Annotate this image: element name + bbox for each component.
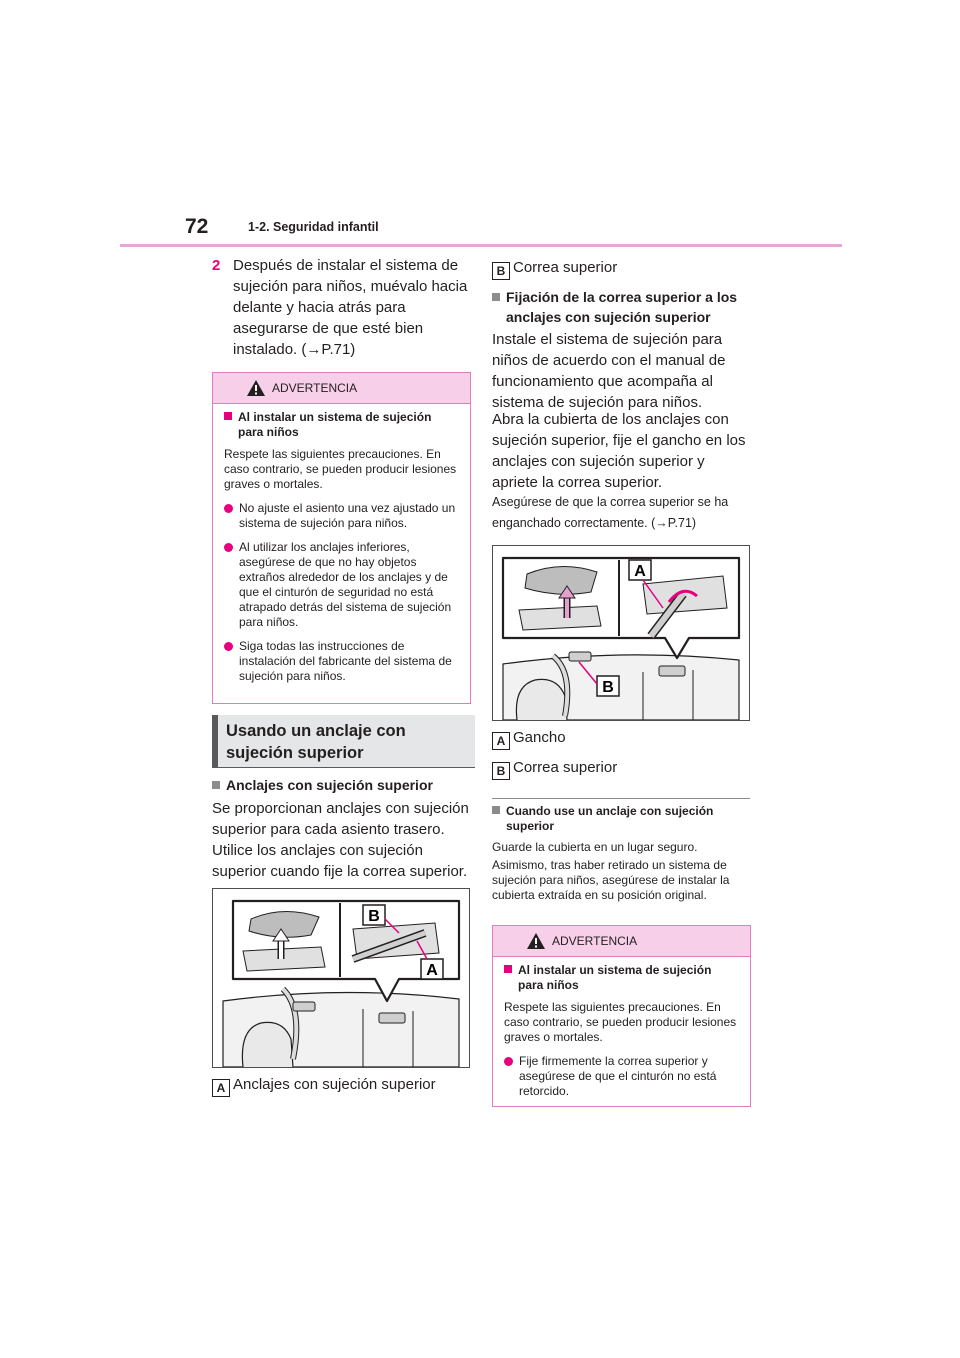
section-heading-band: [212, 715, 475, 768]
info-heading: Cuando use un anclaje con sujeción superior: [492, 804, 750, 834]
warning-title: ADVERTENCIA: [272, 381, 358, 395]
step-text: Después de instalar el sistema de sujeción para niños, muévalo hacia delante y hacia atrás para asegurarse de que esté bien instalado. (→P.71): [233, 257, 468, 358]
warning-bullet: Fije firmemente la correa superior y asegúrese de que el cinturón no está retorcido.: [504, 1054, 740, 1099]
subheading-anclajes: Anclajes con sujeción superior: [212, 777, 472, 793]
square-bullet-icon: [212, 781, 220, 789]
square-bullet-icon: [504, 965, 512, 973]
figure-label: A: [426, 962, 438, 979]
circle-bullet-icon: [504, 1057, 513, 1066]
circle-bullet-icon: [224, 504, 233, 513]
car-rear-seat-illustration: [213, 889, 469, 1067]
section-title: 1-2. Seguridad infantil: [248, 220, 379, 234]
figure-caption: A Anclajes con sujeción superior: [212, 1074, 472, 1097]
warning-box-1: [212, 372, 471, 704]
figure-caption: A Gancho: [492, 727, 752, 750]
warning-header: [213, 373, 470, 404]
figure-tether-attachment: [492, 545, 750, 721]
warning-box-2: [492, 925, 751, 1107]
warning-subheading: Al instalar un sistema de sujeción para niños: [504, 963, 740, 993]
info-rule: [492, 798, 750, 799]
paragraph: Instale el sistema de sujeción para niños de acuerdo con el manual de funcionamiento que acompaña al sistema de sujeción para niños.: [492, 331, 726, 411]
caption-tag: B: [492, 262, 510, 280]
figure-caption: B Correa superior: [492, 757, 752, 780]
paragraph: Abra la cubierta de los anclajes con sujeción superior, fije el gancho en los anclajes con sujeción superior y apriete la correa superior.: [492, 411, 746, 491]
square-bullet-icon: [224, 412, 232, 420]
warning-triangle-icon: [526, 932, 546, 950]
warning-bullet: No ajuste el asiento una vez ajustado un sistema de sujeción para niños.: [224, 501, 460, 531]
info-text: Guarde la cubierta en un lugar seguro.: [492, 840, 698, 854]
paragraph: Se proporcionan anclajes con sujeción superior para cada asiento trasero.: [212, 800, 469, 838]
warning-intro: Respete las siguientes precauciones. En caso contrario, se pueden producir lesiones graves o mortales.: [224, 447, 457, 491]
warning-intro: Respete las siguientes precauciones. En caso contrario, se pueden producir lesiones graves o mortales.: [504, 1000, 737, 1044]
info-text: Asimismo, tras haber retirado un sistema de sujeción para niños, asegúrese de instalar la cubierta extraída en su posición original.: [492, 858, 730, 902]
circle-bullet-icon: [224, 642, 233, 651]
figure-anchor-location: [212, 888, 470, 1068]
caption-tag: A: [212, 1079, 230, 1097]
step-number: 2: [212, 257, 221, 274]
warning-header: [493, 926, 750, 957]
band-heading: Usando un anclaje con sujeción superior: [226, 722, 406, 762]
caption-tag: A: [492, 732, 510, 750]
figure-label: A: [634, 563, 646, 580]
warning-bullet: Siga todas las instrucciones de instalación del fabricante del sistema de sujeción para niños.: [224, 639, 460, 684]
square-bullet-icon: [492, 293, 500, 301]
note-text: Asegúrese de que la correa superior se ha enganchado correctamente. (→P.71): [492, 495, 729, 530]
figure-label: B: [602, 679, 614, 696]
warning-bullet: Al utilizar los anclajes inferiores, asegúrese de que no hay objetos extraños alrededor de los anclajes y de que el cinturón de seguridad no está atrapado detrás del sistema de sujeción para niños.: [224, 540, 460, 630]
header-rule: [120, 244, 842, 247]
square-bullet-icon: [492, 806, 500, 814]
warning-title: ADVERTENCIA: [552, 934, 638, 948]
circle-bullet-icon: [224, 543, 233, 552]
tether-hook-illustration: [493, 546, 749, 720]
figure-caption: B Correa superior: [492, 257, 752, 280]
warning-subheading: Al instalar un sistema de sujeción para niños: [224, 410, 460, 440]
paragraph: Utilice los anclajes con sujeción superior cuando fije la correa superior.: [212, 842, 468, 880]
warning-triangle-icon: [246, 379, 266, 397]
figure-label: B: [368, 908, 380, 925]
subheading-fijacion: Fijación de la correa superior a los anclajes con sujeción superior: [492, 287, 754, 327]
page-number: 72: [185, 215, 209, 238]
caption-tag: B: [492, 762, 510, 780]
